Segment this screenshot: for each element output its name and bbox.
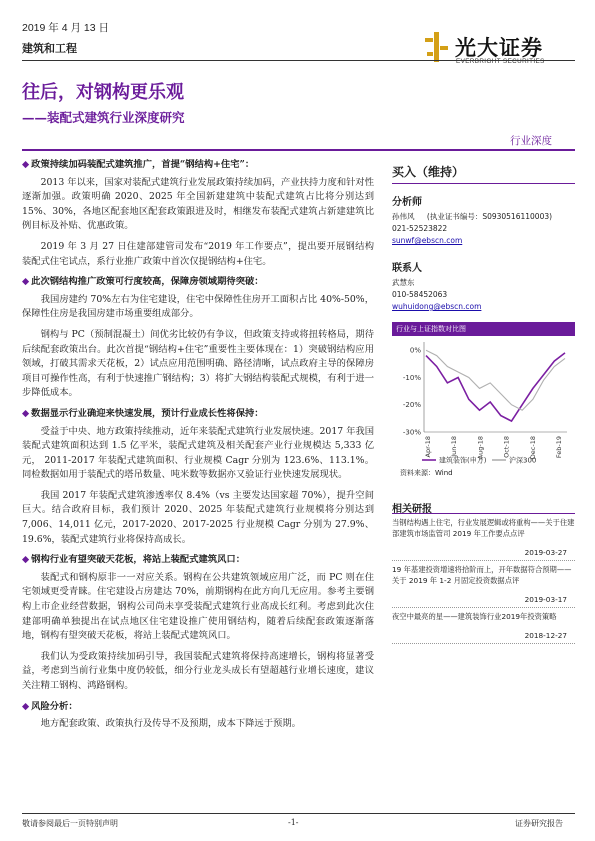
related-report-date: 2018-12-27 — [524, 631, 567, 640]
rating-divider — [392, 183, 575, 184]
related-report-link[interactable]: 19 年基建投资增速将拾阶而上，开年数据符合预期——关于 2019 年 1-2 月固定投资数据点评 — [392, 565, 572, 585]
section-feasibility — [22, 275, 374, 401]
related-separator — [392, 560, 575, 561]
section-data — [22, 407, 374, 547]
contact-heading: 联系人 — [392, 263, 422, 274]
section-steel — [22, 553, 374, 693]
related-divider — [392, 513, 575, 514]
contact-email-link[interactable]: wuhuidong@ebscn.com — [392, 302, 482, 311]
diamond-bullet-icon: ◆ — [22, 407, 30, 419]
body-paragraph: 我国房建约 70%左右为住宅建设，住宅中保障性住房开工面积占比 40%-50%，保障性住房是我国房建市场重要组成部分。 — [22, 293, 374, 320]
report-date: 2019 年 4 月 13 日 — [22, 22, 109, 34]
body-paragraph: 地方配套政策、政策执行及传导不及预期，成本下降远于预期。 — [40, 718, 301, 730]
analyst-cert: (执业证书编号：S0930516110003) — [426, 212, 553, 221]
legend-label: 沪深300 — [509, 456, 537, 465]
sector-label: 建筑和工程 — [22, 43, 77, 55]
footer-divider — [22, 813, 575, 814]
logo-chinese-name: 光大证券 — [455, 36, 543, 60]
section-heading: 风险分析： — [31, 700, 78, 712]
related-separator — [392, 607, 575, 608]
x-tick-label: Dec-18 — [528, 436, 537, 460]
diamond-bullet-icon: ◆ — [22, 276, 30, 288]
footer-disclaimer: 敬请参阅最后一页特别声明 — [22, 819, 118, 828]
diamond-bullet-icon: ◆ — [22, 554, 30, 566]
legend-label: 建筑装饰(申万) — [439, 456, 487, 465]
logo-mark-icon — [425, 32, 449, 62]
analyst-name: 孙伟风 — [392, 212, 415, 221]
x-tick-label: Feb-19 — [555, 436, 563, 459]
chart-plot — [392, 336, 575, 490]
related-report-link[interactable]: 当钢结构遇上住宅，行业发展逻辑或将重构——关于住建部建筑市场监管司 2019 年工作要点点评 — [392, 518, 575, 538]
y-tick-label: -10% — [402, 373, 421, 382]
report-type-label: 行业深度 — [510, 135, 552, 147]
body-paragraph: 我国 2017 年装配式建筑渗透率仅 8.4%（vs 主要发达国家超 70%），提升空间巨大。结合政府目标，我们预计 2020、2025 年装配式建筑行业规模将分别达到 7,006、14,011 亿元，2017-2020、2017-2025 行业规模 Cagr 分别为 27.9%、19.6%，装配式建筑行业将保持高成长。 — [22, 489, 374, 545]
body-paragraph: 2013 年以来，国家对装配式建筑行业发展政策持续加码，产业扶持力度和针对性逐渐加强。政策明确 2020、2025 年全国新建建筑中装配式建筑占比将分别达到 15%、30%，各地区配套地区配套政策跟进及时，相继发布装配式建筑占新建建筑比例目标及补贴、优惠政策。 — [22, 176, 375, 232]
body-paragraph: 装配式和钢构原非一一对应关系。钢构在公共建筑领域应用广泛，而 PC 则在住宅领域更受青睐。住宅建设占房建达 70%，前期钢构在此方向几无应用。参考主要钢构上市企业经营数据，钢构公司尚未享受装配式建筑行业高成长红利。考虑到此次住建部明确单独提出在试点地区住宅建设推广使用钢结构，随着后续配套政策逐渐落地，钢构有望突破天花板，将站上装配式建筑风口。 — [22, 571, 374, 642]
related-heading: 相关研报 — [392, 504, 432, 515]
x-tick-label: Jun-18 — [450, 436, 459, 457]
page-number: -1- — [288, 818, 299, 827]
x-tick-label: Oct-18 — [502, 436, 511, 458]
report-title: 往后，对钢构更乐观 — [22, 82, 184, 103]
broker-logo — [425, 32, 575, 68]
title-divider — [22, 149, 575, 151]
x-tick-label: Aug-18 — [476, 436, 485, 460]
analyst-email-link[interactable]: sunwf@ebscn.com — [392, 236, 463, 245]
analyst-line — [392, 211, 575, 223]
related-report-date: 2019-03-27 — [524, 548, 567, 557]
related-report-date: 2019-03-17 — [524, 595, 567, 604]
contact-name: 武慧东 — [392, 278, 415, 287]
related-report-link[interactable]: 夜空中最亮的星——建筑装饰行业2019年投资策略 — [392, 612, 557, 621]
section-heading: 政策持续加码装配式建筑推广，首提“钢结构+住宅”： — [31, 159, 255, 170]
section-policy — [22, 158, 374, 269]
main-body — [22, 157, 374, 734]
body-paragraph: 我们认为受政策持续加码引导，我国装配式建筑将保持高速增长，钢构将显著受益，考虑到当前行业集中度仍较低，细分行业龙头成长有望超越行业增长速度，建议关注精工钢构、鸿路钢构。 — [22, 650, 374, 691]
rating: 买入（维持） — [392, 165, 465, 179]
body-paragraph: 钢构与 PC（预制混凝土）间优劣比较仍有争议，但政策支持或将扭转格局，期待后续配套政策出台。此次首提“钢结构+住宅”重要性主要体现在：1）突破钢结构应用领域，打破其需求天花板，2）试点应用范围明确、路径清晰，试点政府主导的保障房项目可操作性高，有利于快速推广钢结构；3）将扩大钢结构装配式规模，有利于进一步降低成本。 — [22, 328, 374, 399]
diamond-bullet-icon: ◆ — [22, 159, 30, 170]
section-heading: 钢构行业有望突破天花板，将站上装配式建筑风口： — [31, 554, 245, 566]
body-paragraph: 受益于中央、地方政策持续推动，近年来装配式建筑行业发展快速。2017 年我国装配式建筑面积达到 1.5 亿平米，装配式建筑及相关配套产业行业规模达 5,333 亿元， 2011-2017 年装配式建筑面积、行业规模 Cagr 分别为 123.6%、113.1%。同检数据如用于装配式的塔吊数量、吨米数等数据亦又验证行业快速发展现状。 — [22, 425, 375, 481]
report-subtitle: ——装配式建筑行业深度研究 — [22, 110, 185, 125]
section-heading: 此次钢结构推广政策可行度较高，保障房领域期待突破： — [31, 276, 264, 288]
contact-phone: 010-58452063 — [392, 290, 448, 299]
chart-source: 资料来源：Wind — [400, 469, 453, 477]
series-line-2 — [426, 350, 565, 410]
performance-chart — [392, 322, 575, 490]
section-heading: 数据显示行业确迎来快速发展，预计行业成长性将保持： — [31, 407, 264, 419]
series-line-1 — [426, 353, 565, 421]
analyst-phone: 021-52523822 — [392, 224, 448, 233]
related-separator — [392, 643, 575, 644]
analyst-heading: 分析师 — [392, 197, 422, 208]
chart-title: 行业与上证指数对比图 — [392, 322, 575, 336]
logo-english-name: EVERBRIGHT SECURITIES — [456, 58, 545, 65]
diamond-bullet-icon: ◆ — [22, 700, 30, 712]
footer-doc-type: 证券研究报告 — [515, 819, 563, 828]
body-paragraph: 2019 年 3 月 27 日住建部建管司发布“2019 年工作要点”，提出要开展钢结构装配式住宅试点，系行业推广政策中首次仅提钢结构+住宅。 — [22, 240, 374, 267]
y-tick-label: -30% — [402, 428, 421, 437]
y-tick-label: 0% — [409, 346, 421, 355]
section-risk — [22, 700, 374, 732]
header-divider — [22, 60, 575, 61]
x-tick-label: Apr-18 — [424, 436, 432, 458]
y-tick-label: -20% — [402, 401, 421, 410]
